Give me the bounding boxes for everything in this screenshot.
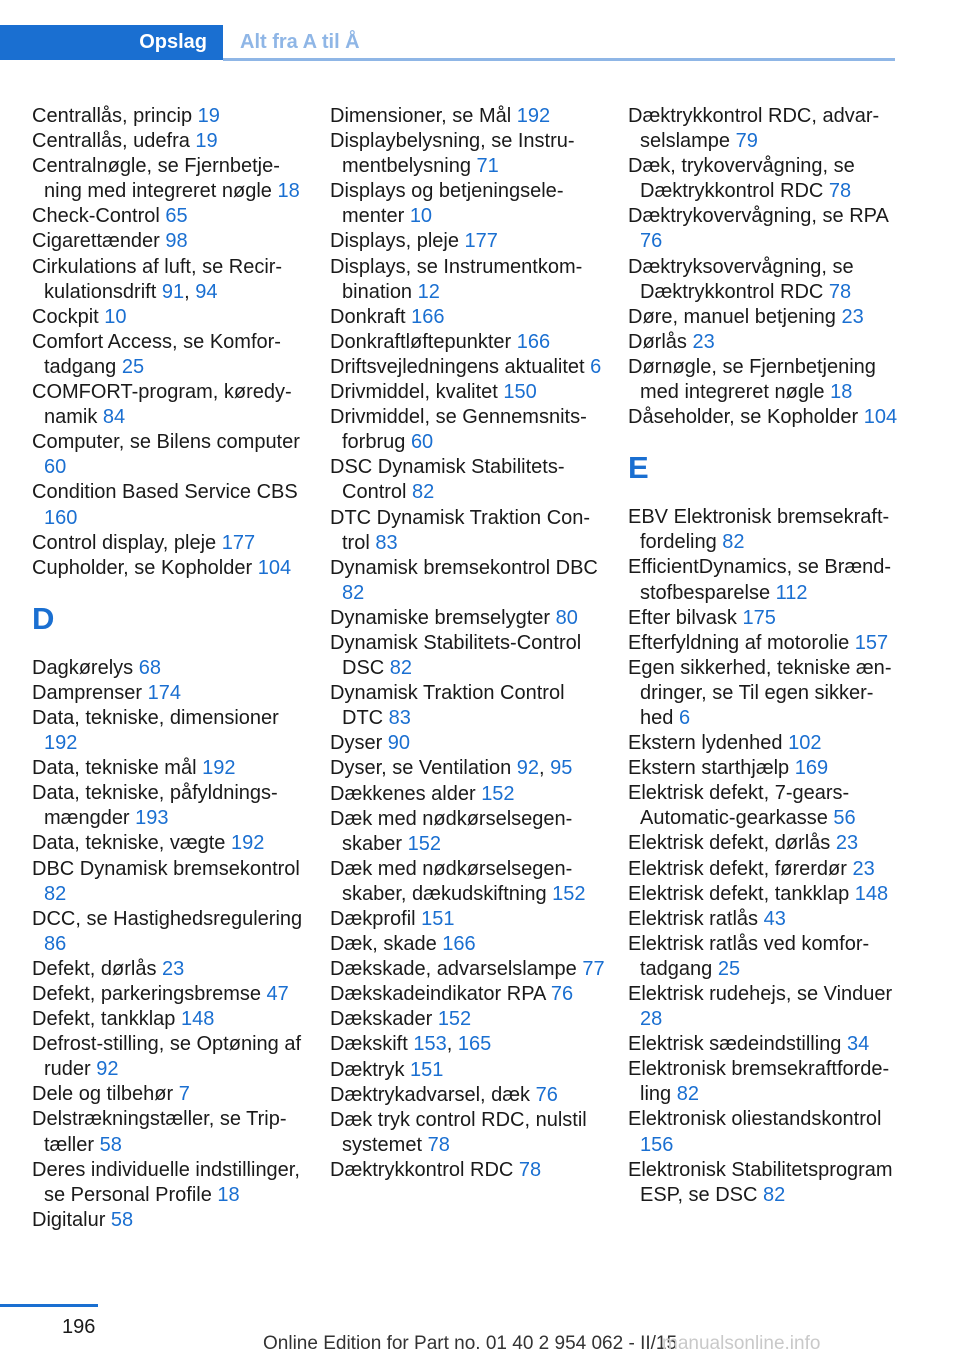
index-entry-text: Dørlås (628, 330, 693, 353)
index-entry (628, 932, 898, 982)
index-entry (330, 756, 605, 781)
page-link[interactable]: 76 (550, 983, 574, 1006)
index-entry-text: Elektronisk bremsekraftfordeling (628, 1058, 890, 1106)
page-link[interactable]: 175 (742, 606, 776, 629)
index-entry (32, 1082, 307, 1107)
index-entry (330, 1032, 605, 1057)
page-link[interactable]: 165 (457, 1033, 492, 1056)
index-entry-text: Dynamisk Traktion Control DTC (330, 682, 565, 730)
page-separator: , (446, 1033, 458, 1056)
index-entry (628, 982, 898, 1032)
page-link[interactable]: 25 (121, 355, 145, 378)
index-entry-text: Control display, pleje (32, 531, 222, 554)
index-entry-text: Cupholder, se Kopholder (32, 556, 258, 579)
index-entry (628, 1032, 898, 1057)
page-link[interactable]: 152 (552, 882, 586, 905)
index-entry (330, 556, 605, 606)
index-entry (32, 656, 307, 681)
index-entry (628, 756, 898, 781)
page-link[interactable]: 10 (409, 205, 433, 228)
index-entry-text: Displaybelysning, se Instrumentbelysning (330, 130, 575, 178)
page-link[interactable]: 92 (516, 757, 540, 780)
index-entry (32, 330, 307, 380)
page-link[interactable]: 83 (388, 707, 411, 730)
page-link[interactable]: 43 (763, 907, 786, 930)
index-entry (32, 380, 307, 430)
index-entry (628, 555, 898, 605)
page-link[interactable]: 150 (503, 381, 537, 404)
index-entry-text: DTC Dynamisk Traktion Control (330, 506, 591, 554)
index-entry-text: Comfort Access, se Komfortadgang (32, 330, 281, 378)
index-entry-text: Dækprofil (330, 908, 422, 930)
page-link[interactable]: 23 (692, 330, 715, 353)
index-entry-text: DSC Dynamisk Stabilitets-Control (330, 456, 565, 504)
page-link[interactable]: 23 (162, 957, 185, 980)
index-entry-text: Dækskade, advarselslampe (330, 958, 583, 981)
page-link[interactable]: 82 (676, 1083, 699, 1106)
index-entry (330, 631, 605, 681)
page-link[interactable]: 6 (678, 706, 691, 729)
header-bar (0, 25, 895, 62)
page-link[interactable]: 58 (110, 1208, 134, 1231)
index-entry (32, 1007, 307, 1032)
index-entry (32, 305, 307, 330)
index-entry (330, 1007, 605, 1032)
index-entry-text: Cirkulations af luft, se Recirkulationsdrift (32, 255, 283, 303)
page-link[interactable]: 148 (854, 882, 889, 905)
page-separator: , (539, 757, 551, 780)
page-link[interactable]: 193 (135, 807, 169, 830)
index-entry-text: Dynamiske bremselygter (330, 606, 556, 629)
index-entry (32, 1032, 307, 1082)
page-link[interactable]: 78 (518, 1158, 542, 1181)
index-entry-text: Dyser (330, 732, 388, 755)
page-link[interactable]: 28 (640, 1008, 663, 1031)
index-entry-text: Elektrisk defekt, 7-gears-Automatic-gearkasse (628, 782, 850, 830)
page-link[interactable]: 82 (44, 882, 67, 905)
index-entry (32, 129, 307, 154)
index-entry (330, 807, 605, 857)
index-entry-text: Elektronisk oliestandskontrol (628, 1108, 882, 1131)
page-link[interactable]: 6 (590, 355, 602, 378)
index-entry (32, 154, 307, 204)
index-entry-text: Data, tekniske, påfyldningsmængder (32, 782, 278, 830)
page-link[interactable]: 71 (476, 155, 499, 178)
index-entry-text: Delstrækningstæller, se Triptæller (32, 1108, 287, 1156)
page-link[interactable]: 192 (516, 105, 551, 127)
index-entry (628, 831, 898, 856)
page-link[interactable]: 77 (582, 958, 605, 981)
index-entry-text: COMFORT-program, køredynamik (32, 381, 292, 429)
index-entry-text: Dåseholder, se Kopholder (628, 406, 864, 429)
index-entry (330, 932, 605, 957)
page-link[interactable]: 90 (387, 732, 411, 755)
index-entry (330, 129, 605, 179)
index-entry-text: Check-Control (32, 205, 166, 228)
page-link[interactable]: 153 (413, 1033, 447, 1056)
page-link[interactable]: 18 (217, 1183, 240, 1206)
page-link[interactable]: 82 (412, 481, 435, 504)
page-link[interactable]: 169 (794, 757, 829, 780)
index-entry-text: Centrallås, udefra (32, 130, 196, 153)
section-letter-d: D (32, 600, 55, 636)
index-entry (628, 781, 898, 831)
index-entry (628, 355, 898, 405)
index-entry (330, 681, 605, 731)
page-link[interactable]: 76 (640, 230, 663, 253)
index-entry (32, 957, 307, 982)
index-entry (32, 781, 307, 831)
index-entry-text: DCC, se Hastighedsregulering (32, 907, 303, 930)
index-entry-text: Elektrisk sædeindstilling (628, 1033, 847, 1056)
index-entry (32, 1107, 307, 1157)
page-link[interactable]: 78 (427, 1133, 450, 1156)
page-number-rule (0, 1304, 98, 1307)
index-entry (628, 1107, 898, 1157)
index-entry (628, 907, 898, 932)
index-entry (330, 455, 605, 505)
watermark: manualsonline.info (662, 1333, 821, 1354)
index-entry-text: Dæk, skade (330, 933, 443, 956)
index-entry-text: Drivmiddel, se Gennemsnitsforbrug (330, 406, 587, 454)
index-entry-text: Centrallås, princip (32, 105, 198, 127)
index-entry-text: Egen sikkerhed, tekniske ændringer, se Til egen sikkerhed (628, 656, 892, 729)
page-separator: , (184, 280, 196, 303)
index-entry (330, 731, 605, 756)
tab-alt-fra-a-til-aa[interactable]: Alt fra A til Å (240, 31, 360, 53)
index-entry-text: Defekt, tankklap (32, 1008, 181, 1031)
page-link[interactable]: 151 (421, 908, 455, 930)
edition-footer: Online Edition for Part no. 01 40 2 954 062 - II/15 (263, 1333, 678, 1354)
index-entry (330, 255, 605, 305)
index-entry-text: EBV Elektronisk bremsekraftfordeling (628, 506, 890, 554)
page-link[interactable]: 60 (44, 456, 67, 479)
page-link[interactable]: 23 (852, 857, 875, 880)
page-link[interactable]: 84 (102, 406, 126, 429)
page-link[interactable]: 94 (195, 280, 218, 303)
index-entry (628, 330, 898, 355)
page-link[interactable]: 82 (389, 657, 413, 680)
page-link[interactable]: 78 (828, 280, 852, 303)
index-entry-text: Dynamisk bremsekontrol DBC (330, 556, 598, 579)
index-entry-text: Drivmiddel, kvalitet (330, 381, 504, 404)
index-entry (628, 882, 898, 907)
index-entry (628, 606, 898, 631)
page-link[interactable]: 192 (202, 757, 236, 780)
index-entry-text: Displays, pleje (330, 230, 465, 253)
index-entry (32, 1208, 307, 1233)
index-entry-text: Data, tekniske, dimensioner (32, 706, 279, 729)
page-link[interactable]: 104 (863, 406, 898, 429)
page-link[interactable]: 68 (138, 656, 161, 679)
page-link[interactable]: 23 (835, 832, 859, 855)
page-link[interactable]: 166 (442, 933, 476, 956)
page-link[interactable]: 192 (230, 832, 265, 855)
index-entry (32, 104, 307, 129)
page-link[interactable]: 192 (44, 732, 78, 755)
index-entry (330, 857, 605, 907)
index-entry-text: Dækskift (330, 1033, 414, 1056)
page-link[interactable]: 47 (266, 983, 289, 1005)
page-link[interactable]: 19 (195, 130, 218, 153)
index-entry-text: Dækkenes alder (330, 782, 482, 805)
index-entry-text: Cockpit (32, 305, 105, 328)
index-entry-text: Donkraftløftepunkter (330, 330, 517, 353)
index-entry-text: Deres individuelle indstillinger, se Personal Profile (32, 1158, 300, 1206)
index-entry-text: Døre, manuel betjening (628, 305, 842, 328)
index-entry-text: Data, tekniske, vægte (32, 832, 231, 855)
index-entry-text: Elektrisk defekt, førerdør (628, 857, 853, 880)
index-entry (330, 982, 605, 1007)
index-column-1 (32, 104, 307, 1233)
page-link[interactable]: 79 (735, 130, 758, 153)
index-entry (32, 556, 307, 581)
index-entry-text: Displays og betjeningselementer (330, 180, 564, 228)
index-entry-text: Defekt, parkeringsbremse (32, 983, 267, 1005)
index-entry (628, 305, 898, 330)
index-entry (32, 229, 307, 254)
index-entry-text: Dæktryk (330, 1058, 410, 1081)
page-link[interactable]: 151 (410, 1058, 444, 1081)
index-entry (32, 681, 307, 706)
page-link[interactable]: 102 (788, 732, 822, 755)
index-entry-text: Dørnøgle, se Fjernbetjening med integreret nøgle (628, 355, 876, 404)
page-link[interactable]: 82 (342, 581, 365, 604)
index-entry (32, 204, 307, 229)
index-entry-text: Digitalur (32, 1208, 111, 1231)
index-entry (330, 506, 605, 556)
index-entry-text: Dimensioner, se Mål (330, 105, 517, 127)
index-entry (628, 405, 898, 430)
index-entry-text: Elektrisk rudehejs, se Vinduer (628, 983, 893, 1005)
index-entry (330, 104, 605, 129)
section-letter-e: E (628, 450, 649, 486)
page-link[interactable]: 174 (147, 681, 181, 704)
index-entry (330, 1083, 605, 1108)
page-link[interactable]: 95 (550, 757, 573, 780)
page-link[interactable]: 152 (407, 832, 441, 855)
page-link[interactable]: 65 (165, 205, 188, 228)
index-entry (32, 706, 307, 756)
index-entry-text: Dynamisk Stabilitets-Control DSC (330, 631, 582, 680)
index-entry (330, 1058, 605, 1083)
page-link[interactable]: 177 (464, 230, 498, 253)
index-entry-text: Elektrisk defekt, tankklap (628, 882, 855, 905)
tab-opslag[interactable]: Opslag (0, 25, 223, 60)
index-entry-text: Efter bilvask (628, 606, 743, 629)
index-entry-text: Data, tekniske mål (32, 757, 203, 780)
page-link[interactable]: 23 (841, 305, 864, 328)
index-entry-text: Dæk, trykovervågning, se Dæktrykkontrol RDC (628, 155, 855, 203)
page-link[interactable]: 82 (763, 1183, 786, 1206)
index-entry (628, 154, 898, 204)
index-entry (330, 1158, 605, 1183)
index-entry (32, 480, 307, 530)
page-link[interactable]: 104 (257, 556, 292, 579)
index-entry (628, 656, 898, 731)
page-link[interactable]: 177 (221, 531, 256, 554)
index-entry (628, 505, 898, 555)
page-link[interactable]: 60 (410, 431, 434, 454)
page-link[interactable]: 152 (437, 1008, 472, 1031)
page-link[interactable]: 56 (833, 807, 856, 830)
index-entry (628, 857, 898, 882)
page-link[interactable]: 19 (197, 105, 220, 127)
index-entry (32, 1158, 307, 1208)
index-entry-text: Displays, se Instrumentkombination (330, 255, 583, 303)
index-entry (628, 731, 898, 756)
page-link[interactable]: 34 (846, 1033, 870, 1056)
index-entry-text: Ekstern starthjælp (628, 757, 795, 780)
index-entry (628, 1158, 898, 1208)
page-link[interactable]: 112 (775, 581, 808, 604)
index-entry (330, 380, 605, 405)
index-entry-text: DBC Dynamisk bremsekontrol (32, 857, 300, 880)
index-entry-text: Efterfyldning af motorolie (628, 631, 855, 654)
index-entry (628, 255, 898, 305)
page-link[interactable]: 7 (178, 1083, 190, 1106)
index-entry (330, 782, 605, 807)
index-entry-text: Dagkørelys (32, 656, 139, 679)
page-link[interactable]: 58 (99, 1133, 122, 1156)
page-link[interactable]: 152 (481, 782, 515, 805)
page-link[interactable]: 160 (44, 506, 78, 529)
page-link[interactable]: 166 (411, 305, 445, 328)
page-link[interactable]: 86 (44, 932, 67, 955)
page-link[interactable]: 80 (555, 606, 578, 629)
page-link[interactable]: 25 (717, 957, 741, 980)
page-link[interactable]: 78 (828, 180, 852, 203)
index-entry-text: Defrost-stilling, se Optøning af ruder (32, 1033, 301, 1081)
index-entry (330, 405, 605, 455)
index-entry-text: Dæktryksovervågning, se Dæktrykkontrol RDC (628, 255, 854, 303)
index-entry (330, 606, 605, 631)
index-entry-text: Dæktrykadvarsel, dæk (330, 1083, 536, 1106)
page-link[interactable]: 91 (161, 280, 185, 303)
index-entry (628, 1057, 898, 1107)
index-entry (330, 355, 605, 380)
page-link[interactable]: 98 (165, 230, 188, 253)
index-entry (628, 204, 898, 254)
index-entry-text: Computer, se Bilens computer (32, 431, 300, 454)
index-entry (330, 305, 605, 330)
index-column-2 (330, 104, 605, 1183)
index-entry (330, 907, 605, 932)
index-entry-text: Ekstern lydenhed (628, 732, 789, 755)
page-link[interactable]: 157 (854, 631, 889, 654)
index-entry-text: Dæk med nødkørselsegenskaber (330, 807, 573, 855)
index-entry (330, 179, 605, 229)
index-entry-text: Centralnøgle, se Fjernbetjening med integreret nøgle (32, 155, 280, 203)
header-rule (223, 58, 895, 61)
index-entry-text: Elektrisk ratlås (628, 907, 764, 930)
index-entry-text: Dæktrykkontrol RDC (330, 1158, 519, 1181)
index-entry-text: Damprenser (32, 681, 148, 704)
index-entry (32, 857, 307, 907)
index-entry (628, 104, 898, 154)
index-entry-text: Elektrisk defekt, dørlås (628, 832, 836, 855)
index-entry-text: EfficientDynamics, se Brændstofbesparelse (628, 556, 892, 604)
page-link[interactable]: 83 (375, 531, 398, 554)
index-entry (330, 330, 605, 355)
index-entry (32, 907, 307, 957)
index-entry-text: Dæk med nødkørselsegenskaber, dækudskiftning (330, 857, 573, 905)
page-link[interactable]: 18 (830, 381, 853, 404)
page-link[interactable]: 12 (417, 280, 440, 303)
index-entry (628, 631, 898, 656)
index-entry-text: Condition Based Service CBS (32, 481, 298, 504)
index-column-3 (628, 104, 898, 1208)
index-entry-text: Dyser, se Ventilation (330, 757, 517, 780)
index-entry-text: Driftsvejledningens aktualitet (330, 355, 591, 378)
index-entry-text: Cigarettænder (32, 230, 166, 253)
index-entry-text: Elektronisk Stabilitetsprogram ESP, se DSC (628, 1158, 893, 1206)
page-link[interactable]: 92 (96, 1058, 119, 1081)
index-entry (32, 430, 307, 480)
index-entry-text: Defekt, dørlås (32, 957, 163, 980)
index-entry-text: Dæktrykovervågning, se RPA (628, 205, 888, 228)
page-link[interactable]: 10 (104, 305, 127, 328)
index-entry-text: Dækskadeindikator RPA (330, 983, 551, 1006)
page-link[interactable]: 156 (640, 1133, 674, 1156)
index-entry-text: Dæktrykkontrol RDC, advarselslampe (628, 105, 880, 153)
index-entry (32, 531, 307, 556)
index-entry (330, 229, 605, 254)
page-link[interactable]: 18 (277, 180, 300, 203)
index-entry (330, 1108, 605, 1158)
index-entry (330, 957, 605, 982)
index-entry-text: Donkraft (330, 305, 412, 328)
page-link[interactable]: 166 (516, 330, 551, 353)
page-link[interactable]: 148 (180, 1008, 215, 1031)
index-entry (32, 831, 307, 856)
index-entry-text: Dæk tryk control RDC, nulstil systemet (330, 1108, 587, 1156)
page-link[interactable]: 82 (722, 531, 745, 554)
index-entry-text: Dækskader (330, 1008, 438, 1031)
index-entry-text: Dele og tilbehør (32, 1083, 179, 1106)
index-entry (32, 982, 307, 1007)
index-entry (32, 756, 307, 781)
page-number: 196 (62, 1316, 96, 1338)
index-entry-text: Elektrisk ratlås ved komfortadgang (628, 932, 870, 980)
page-link[interactable]: 76 (535, 1083, 558, 1106)
index-entry (32, 255, 307, 305)
